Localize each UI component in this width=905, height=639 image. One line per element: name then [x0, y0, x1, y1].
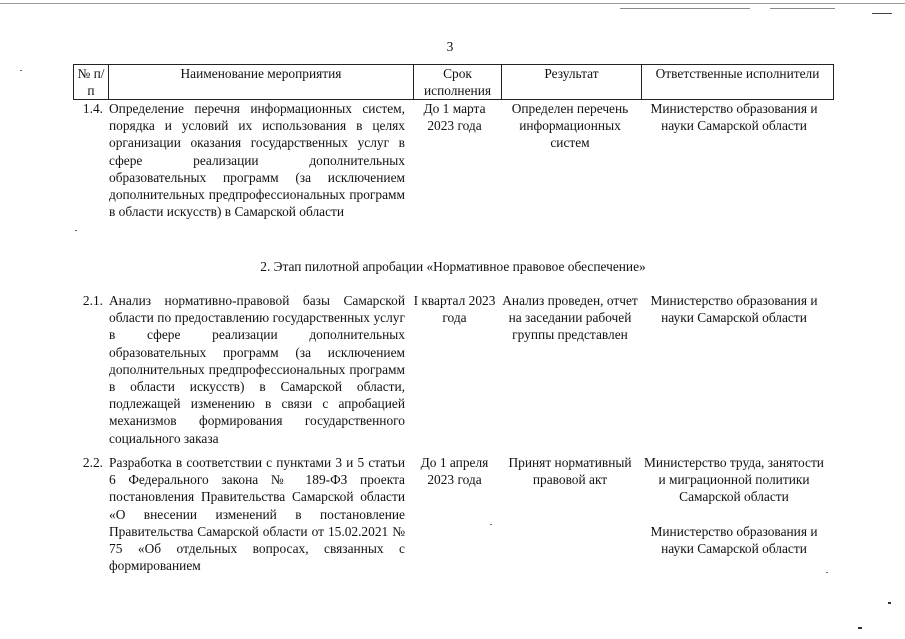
row-result: Определен перечень информационных систем: [511, 101, 629, 151]
row-activity: Разработка в соответствии с пунктами 3 и 5 статьи 6 Федерального закона № 189-ФЗ проекта постановления Правительства Самарской области «О внесении изменений в постановление Правительства Самарской области от 15.02.2021 № 75 «Об отдельных вопросах, связанных с формированием: [109, 455, 405, 574]
header-responsible: Ответственные исполнители: [642, 65, 834, 100]
row-activity: Определение перечня информационных систем, порядка и условий их использования в целях организации оказания государственных услуг в сфере реализации дополнительных образовательных программ (за исключением дополнительных предпрофессиональных программ в области искусств) в Самарской области: [109, 101, 405, 220]
page-number: 3: [446, 39, 454, 54]
header-num: № п/п: [74, 65, 109, 100]
row-responsible: [639, 292, 829, 326]
responsible-party: Министерство образования и науки Самарской области: [650, 293, 818, 326]
scan-speck: [888, 602, 891, 604]
table-header: [73, 64, 834, 100]
scan-speck: [20, 70, 22, 71]
scan-speck: [858, 627, 862, 629]
row-responsible: [639, 100, 829, 134]
row-responsible: [639, 454, 829, 557]
row-activity: Анализ нормативно-правовой базы Самарской области по предоставлению государственных услуг в сфере реализации дополнительных образовательных программ (за исключением дополнительных предпрофессиональных программ в области искусств) в Самарской области, подлежащей изменению в связи с апробацией механизмов формирования государственного социального заказа: [109, 293, 405, 446]
header-name: Наименование мероприятия: [109, 65, 414, 100]
row-deadline: До 1 марта 2023 года: [423, 101, 486, 134]
row-number: 2.2.: [82, 455, 103, 470]
row-result: Принят нормативный правовой акт: [508, 455, 632, 488]
row-deadline: I квартал 2023 года: [413, 293, 496, 326]
scan-speck: [490, 524, 492, 525]
scan-speck: [75, 230, 77, 231]
scan-artifact-line: [620, 8, 750, 9]
scan-top-edge: [0, 3, 905, 4]
row-deadline: До 1 апреля 2023 года: [420, 455, 489, 488]
responsible-party: Министерство образования и науки Самарской области: [650, 523, 818, 556]
header-result: Результат: [502, 65, 642, 100]
section-heading: 2. Этап пилотной апробации «Нормативное правовое обеспечение»: [260, 259, 646, 274]
row-number: 2.1.: [82, 293, 103, 308]
table-header-row: [74, 65, 834, 100]
responsible-party: Министерство образования и науки Самарской области: [650, 101, 818, 134]
row-result: Анализ проведен, отчет на заседании рабочей группы представлен: [502, 293, 638, 343]
scan-speck: [826, 572, 828, 573]
responsible-spacer: [639, 506, 829, 523]
row-number: 1.4.: [82, 101, 103, 116]
header-deadline: Срок исполнения: [414, 65, 502, 100]
responsible-party: Министерство труда, занятости и миграционной политики Самарской области: [644, 455, 824, 505]
scan-artifact-line: [872, 13, 892, 14]
scan-artifact-line: [770, 8, 835, 9]
